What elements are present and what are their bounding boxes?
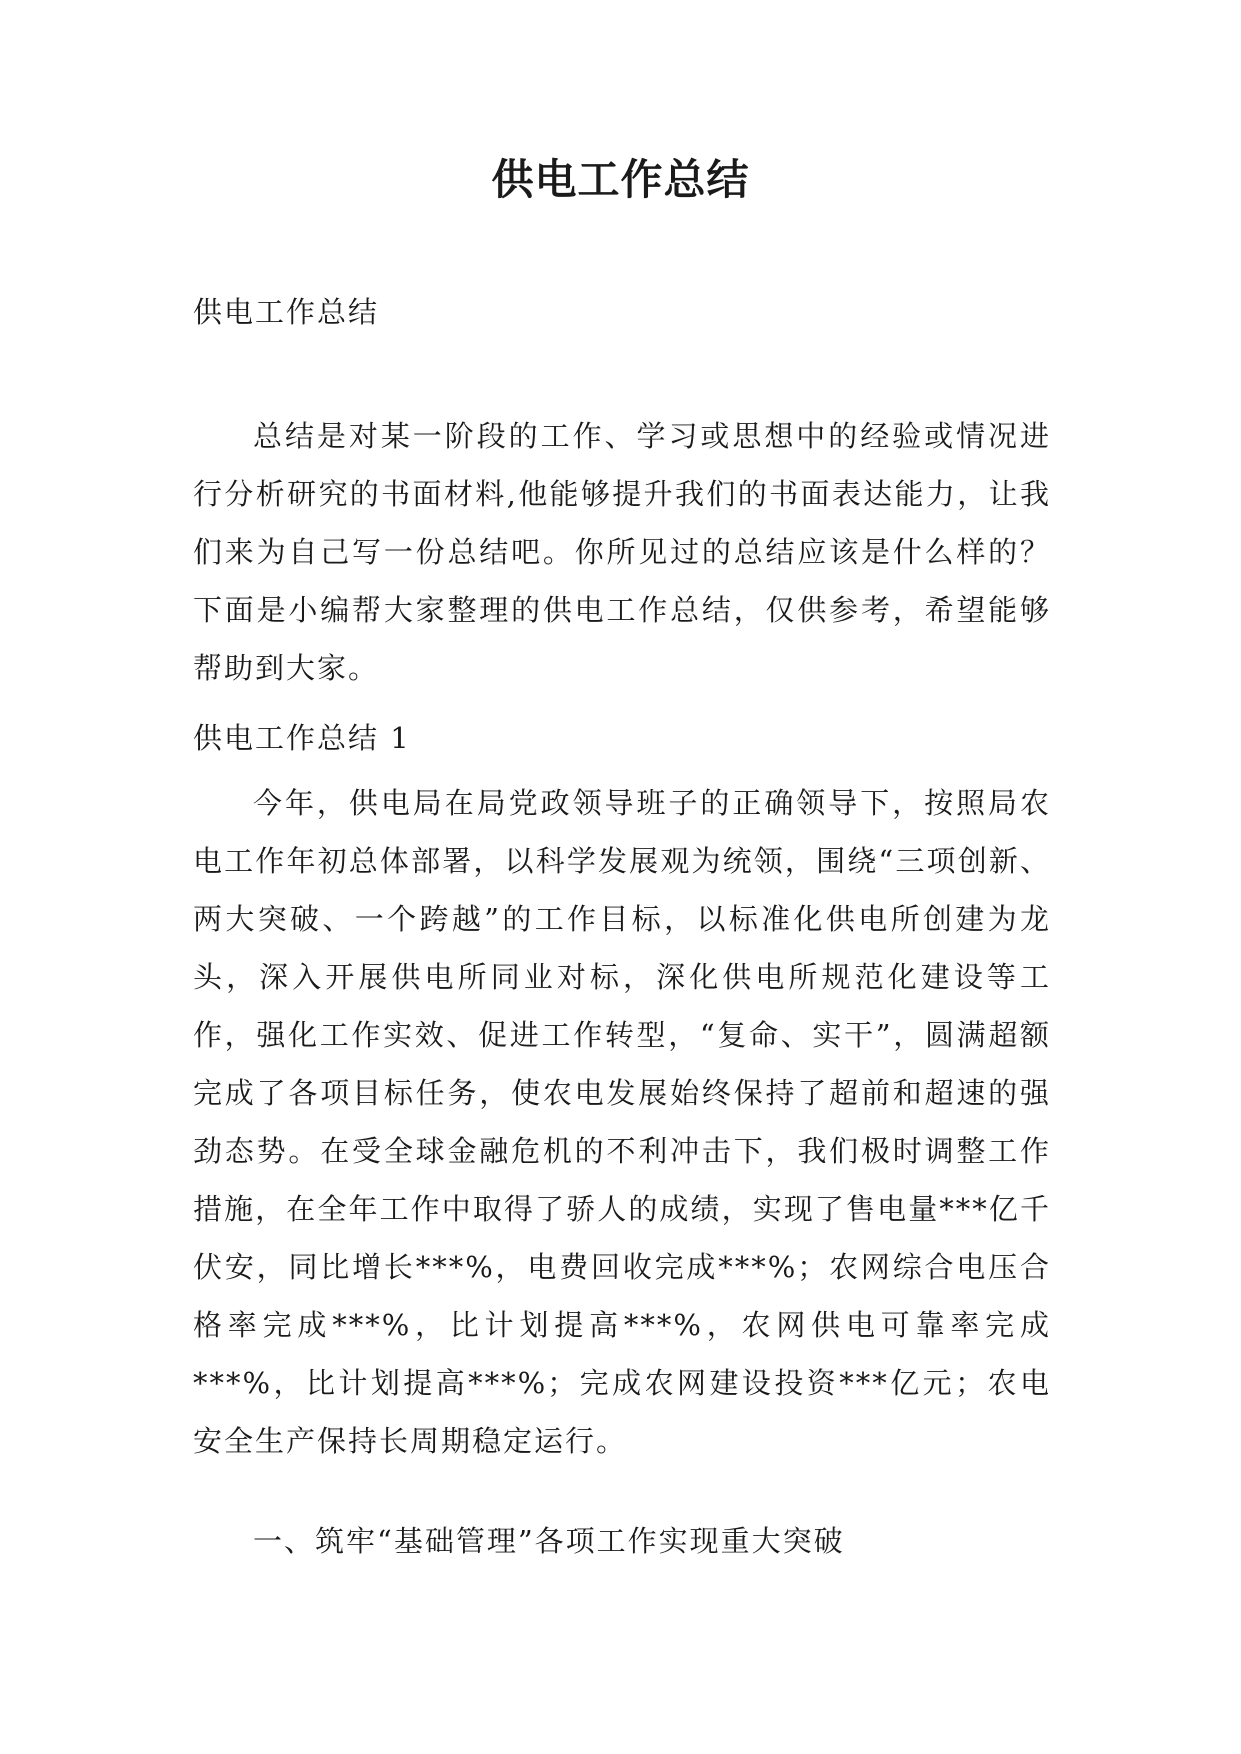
document-subtitle: 供电工作总结 <box>193 295 380 329</box>
intro-paragraph: 总结是对某一阶段的工作、学习或思想中的经验或情况进行分析研究的书面材料,他能够提升我们的书面表达能力，让我们来为自己写一份总结吧。你所见过的总结应该是什么样的？下面是小编帮大家整理的供电工作总结，仅供参考，希望能够帮助到大家。 <box>193 419 1051 685</box>
section-body-paragraph: 今年，供电局在局党政领导班子的正确领导下，按照局农电工作年初总体部署，以科学发展观为统领，围绕“三项创新、两大突破、一个跨越”的工作目标，以标准化供电所创建为龙头，深入开展供电所同业对标，深化供电所规范化建设等工作，强化工作实效、促进工作转型，“复命、实干”，圆满超额完成了各项目标任务，使农电发展始终保持了超前和超速的强劲态势。在受全球金融危机的不利冲击下，我们极时调整工作措施，在全年工作中取得了骄人的成绩，实现了售电量***亿千伏安，同比增长***%，电费回收完成***%；农网综合电压合格率完成***%，比计划提高***%，农网供电可靠率完成***%，比计划提高***%；完成农网建设投资***亿元；农电安全生产保持长周期稳定运行。 <box>193 786 1051 1458</box>
document-title: 供电工作总结 <box>491 155 750 204</box>
section-heading-one: 一、筑牢“基础管理”各项工作实现重大突破 <box>253 1524 845 1558</box>
section-title: 供电工作总结 1 <box>193 721 411 755</box>
